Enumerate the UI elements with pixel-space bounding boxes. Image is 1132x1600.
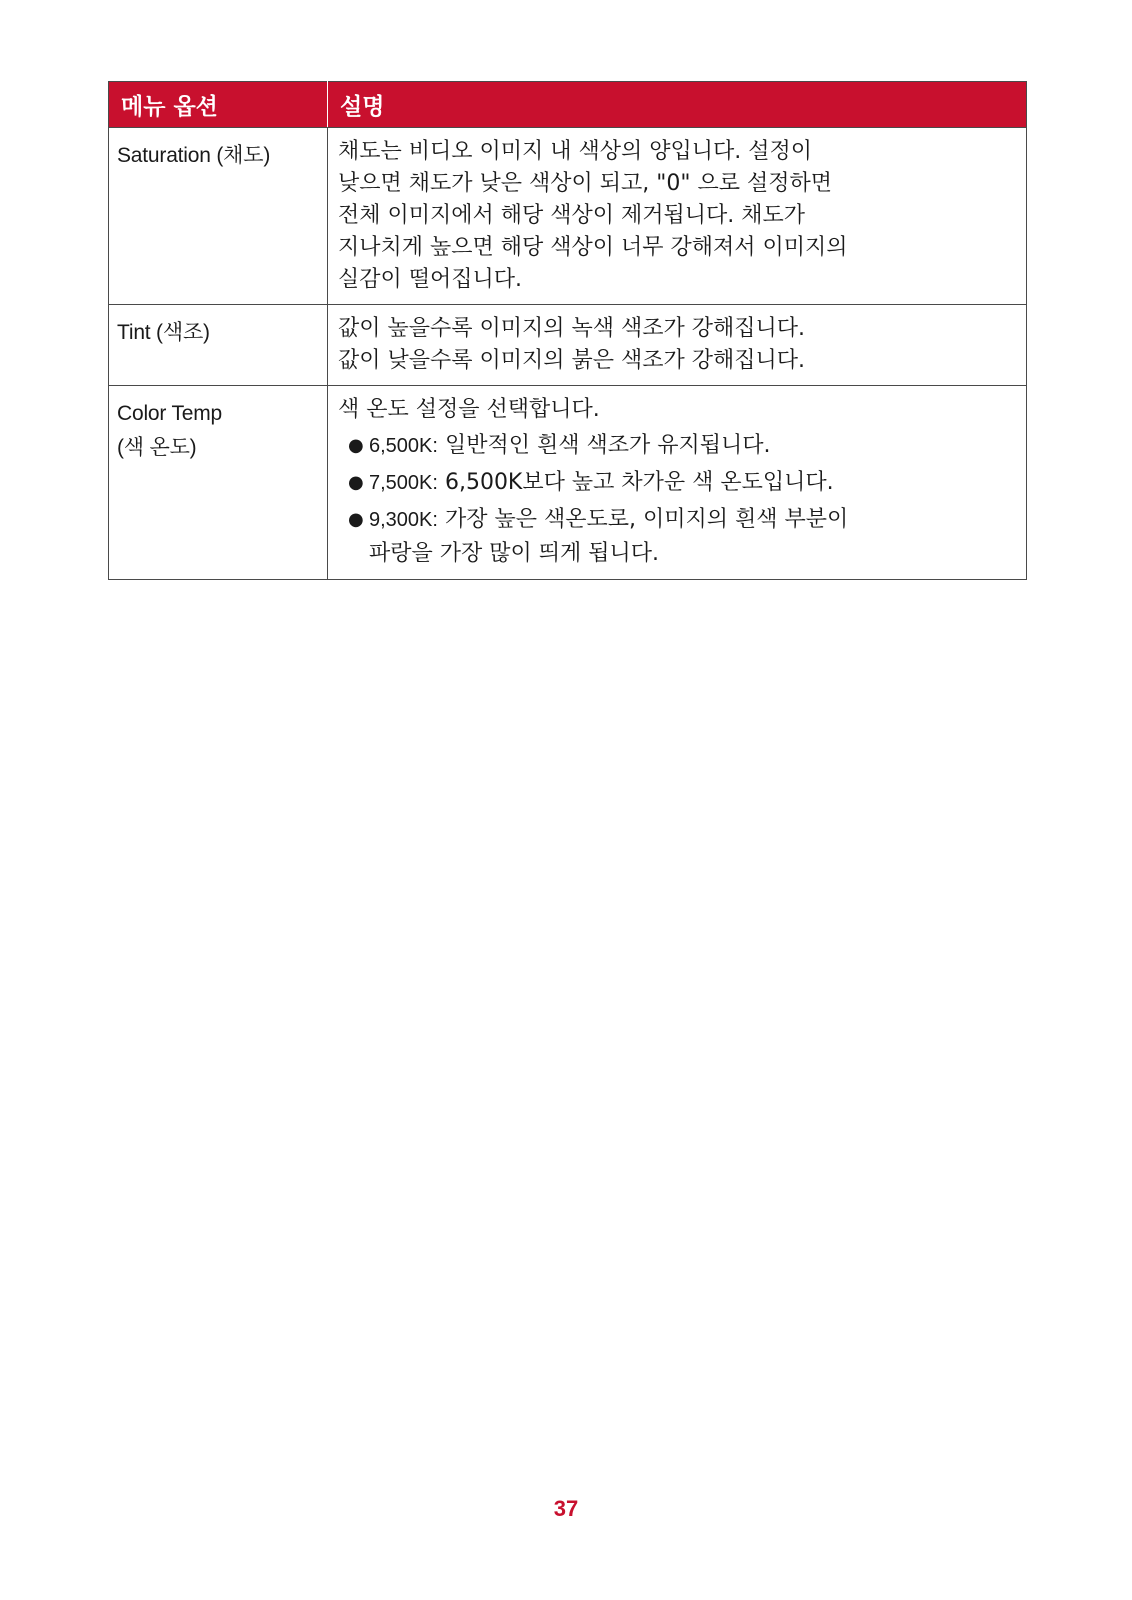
description-line: 실감이 떨어집니다. [338, 267, 523, 292]
header-description: 설명 [328, 82, 1027, 128]
description-line: 색 온도 설정을 선택합니다. [338, 397, 600, 422]
list-item [338, 466, 1016, 500]
option-cell [109, 386, 328, 580]
description-line: 지나치게 높으면 해당 색상이 너무 강해져서 이미지의 [338, 235, 848, 260]
bullet-text: 6,500K보다 높고 차가운 색 온도입니다. [444, 470, 834, 495]
description-cell [328, 128, 1027, 305]
bullet-text: 파랑을 가장 많이 띄게 됩니다. [369, 541, 659, 566]
option-name: Saturation (채도) [117, 144, 271, 167]
description-line: 채도는 비디오 이미지 내 색상의 양입니다. 설정이 [338, 139, 812, 164]
page-number: 37 [553, 1496, 579, 1521]
color-temp-list [338, 429, 1016, 571]
description-cell [328, 305, 1027, 386]
list-item [338, 503, 1016, 571]
bullet-key: 9,300K: [369, 509, 438, 531]
bullet-text: 일반적인 흰색 색조가 유지됩니다. [444, 433, 771, 458]
description-cell [328, 386, 1027, 580]
header-menu-option: 메뉴 옵션 [109, 82, 328, 128]
option-cell [109, 305, 328, 386]
description-line: 낮으면 채도가 낮은 색상이 되고, "0" 으로 설정하면 [338, 171, 832, 196]
description-line: 값이 낮을수록 이미지의 붉은 색조가 강해집니다. [338, 348, 806, 373]
menu-options-table [108, 81, 1027, 580]
option-name: Tint (색조) [117, 321, 210, 344]
bullet-key: 7,500K: [369, 472, 438, 494]
bullet-text: 가장 높은 색온도로, 이미지의 흰색 부분이 [444, 507, 849, 532]
description-line: 값이 높을수록 이미지의 녹색 색조가 강해집니다. [338, 316, 806, 341]
table-row-tint [109, 305, 1027, 386]
table-row-color-temp [109, 386, 1027, 580]
bullet-key: 6,500K: [369, 435, 438, 457]
table-row-saturation [109, 128, 1027, 305]
list-item [338, 429, 1016, 463]
table-header-row [109, 82, 1027, 128]
option-name: Color Temp [117, 402, 222, 425]
bullet-icon: ● [348, 509, 364, 530]
option-cell [109, 128, 328, 305]
bullet-icon: ● [348, 472, 364, 493]
bullet-icon: ● [348, 435, 364, 456]
description-line: 전체 이미지에서 해당 색상이 제거됩니다. 채도가 [338, 203, 806, 228]
option-name: (색 온도) [117, 436, 197, 459]
